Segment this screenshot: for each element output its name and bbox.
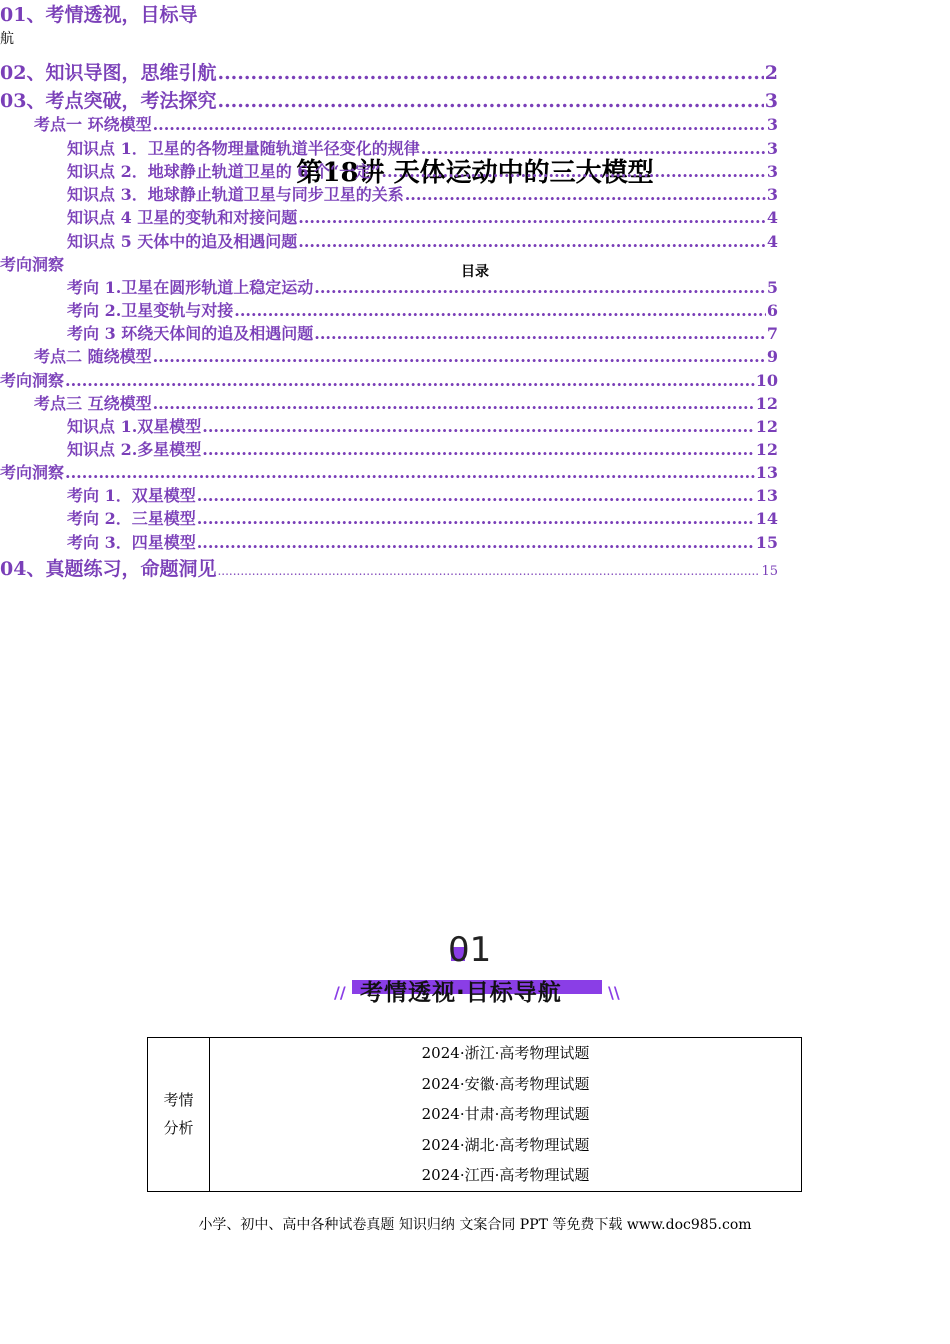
toc-page-number: 5 — [766, 278, 778, 297]
toc-entry[interactable] — [0, 252, 778, 275]
page-footer: 小学、初中、高中各种试卷真题 知识归纳 文案合同 PPT 等免费下载 www.doc985.com — [198, 1217, 752, 1233]
toc-leader-dots — [234, 301, 766, 320]
toc-entry-text: 考向 1.卫星在圆形轨道上稳定运动 — [67, 278, 314, 297]
toc-entry[interactable] — [67, 483, 778, 506]
toc-entry-text: 考向洞察 — [0, 463, 65, 482]
analysis-item: 2024·江西·高考物理试题 — [421, 1166, 590, 1185]
analysis-item: 2024·湖北·高考物理试题 — [421, 1135, 590, 1154]
toc-page-number: 4 — [766, 208, 778, 227]
toc-page-number: 3 — [766, 139, 778, 158]
toc-leader-dots — [197, 486, 755, 505]
toc-page-number: 15 — [755, 533, 778, 552]
toc-entry-text: 01、考情透视，目标导 — [0, 4, 198, 26]
toc-leader-dots — [217, 90, 763, 112]
toc-entry[interactable] — [67, 205, 778, 228]
toc-entry-text: 考向洞察 — [0, 255, 65, 274]
analysis-label-line2: 分析 — [163, 1119, 194, 1138]
section-banner — [0, 930, 950, 1010]
toc-entry[interactable] — [34, 112, 778, 135]
toc-leader-dots — [65, 463, 755, 482]
page-title: 第18讲 天体运动中的三大模型 — [296, 158, 654, 188]
section-title: 考情透视·目标导航 — [360, 980, 562, 1006]
toc-entry[interactable] — [67, 298, 778, 321]
toc-leader-dots — [314, 324, 766, 343]
toc-entry-text: 知识点 1．卫星的各物理量随轨道半径变化的规律 — [67, 139, 420, 158]
toc-leader-dots — [202, 417, 754, 436]
toc-entry-text: 考向 2.卫星变轨与对接 — [67, 301, 234, 320]
toc-leader-dots — [381, 162, 765, 181]
toc-entry-text: 考向 1．双星模型 — [67, 486, 196, 505]
toc-entry[interactable] — [67, 437, 778, 460]
toc-page-number: 12 — [755, 417, 778, 436]
toc-leader-dots — [405, 185, 766, 204]
toc-entry[interactable] — [0, 58, 778, 85]
toc-page-number: 7 — [766, 324, 778, 343]
toc-leader-dots — [65, 371, 755, 390]
analysis-item: 2024·浙江·高考物理试题 — [421, 1044, 590, 1062]
toc-page-number: 13 — [755, 486, 778, 505]
toc-entry-text: 考向 2．三星模型 — [67, 509, 196, 528]
toc-page-number: 12 — [755, 394, 778, 413]
toc-leader-dots — [153, 394, 755, 413]
analysis-label-cell — [148, 1038, 210, 1192]
toc-entry-text: 知识点 4 卫星的变轨和对接问题 — [67, 208, 298, 227]
analysis-label-line1: 考情 — [163, 1091, 194, 1110]
section-number: 01 — [448, 930, 492, 970]
toc-entry[interactable] — [67, 506, 778, 529]
slash-decoration-right: \\ — [608, 983, 620, 1002]
toc-page-number: 10 — [755, 371, 778, 390]
toc-entry-text: 02、知识导图，思维引航 — [0, 62, 217, 84]
toc-page-number: 9 — [766, 347, 778, 366]
toc-entry[interactable] — [0, 86, 778, 113]
toc-page-number: 14 — [755, 509, 778, 528]
toc-entry-text: 知识点 3．地球静止轨道卫星与同步卫星的关系 — [67, 185, 404, 204]
exam-analysis-table — [147, 1037, 802, 1192]
toc-leader-dots — [298, 208, 766, 227]
slash-decoration-left: // — [334, 983, 346, 1002]
toc-entry-text: 考点一 环绕模型 — [34, 115, 152, 134]
toc-entry[interactable] — [0, 28, 778, 48]
toc-entry[interactable] — [34, 344, 778, 367]
analysis-items-cell — [210, 1038, 802, 1192]
toc-page-number: 15 — [761, 564, 778, 579]
toc-leader-dots — [153, 347, 766, 366]
toc-leader-dots — [202, 440, 754, 459]
toc-entry-text: 知识点 5 天体中的追及相遇问题 — [67, 232, 298, 251]
toc-entry[interactable] — [67, 136, 778, 159]
toc-entry[interactable] — [67, 229, 778, 252]
toc-leader-dots — [421, 139, 766, 158]
toc-entry-text: 考向 3 环绕天体间的追及相遇问题 — [67, 324, 314, 343]
analysis-item: 2024·安徽·高考物理试题 — [421, 1074, 590, 1093]
toc-heading: 目录 — [461, 264, 489, 280]
toc-entry[interactable] — [67, 159, 778, 182]
toc-entry-text: 04、真题练习，命题洞见 — [0, 558, 217, 580]
toc-page-number: 3 — [766, 115, 778, 134]
toc-entry-text: 航 — [0, 31, 14, 47]
toc-entry[interactable] — [67, 182, 778, 205]
toc-page-number: 3 — [766, 162, 778, 181]
toc-entry-text: 考点三 互绕模型 — [34, 394, 152, 413]
toc-entry-text: 知识点 2.多星模型 — [67, 440, 202, 459]
toc-entry-text: 考点二 随绕模型 — [34, 347, 152, 366]
toc-entry[interactable] — [0, 460, 778, 483]
toc-entry-text: 03、考点突破，考法探究 — [0, 90, 217, 112]
toc-leader-dots — [197, 533, 755, 552]
toc-entry[interactable] — [34, 391, 778, 414]
toc-entry[interactable] — [67, 414, 778, 437]
toc-leader-dots — [153, 115, 766, 134]
toc-leader-dots — [298, 232, 766, 251]
toc-entry[interactable] — [67, 321, 778, 344]
toc-entry-text: 知识点 1.双星模型 — [67, 417, 202, 436]
toc-entry[interactable] — [0, 0, 778, 27]
toc-page-number: 4 — [766, 232, 778, 251]
toc-entry[interactable] — [67, 530, 778, 553]
toc-page-number: 3 — [764, 90, 778, 112]
toc-page-number: 13 — [755, 463, 778, 482]
toc-page-number: 12 — [755, 440, 778, 459]
toc-leader-dots — [314, 278, 766, 297]
toc-entry-text: 知识点 2．地球静止轨道卫星的 6 个“一定” — [67, 162, 381, 181]
toc-leader-dots — [217, 564, 760, 578]
toc-leader-dots — [197, 509, 755, 528]
toc-entry[interactable] — [0, 554, 778, 581]
toc-entry-text: 考向 3．四星模型 — [67, 533, 196, 552]
toc-page-number: 3 — [766, 185, 778, 204]
toc-entry[interactable] — [0, 368, 778, 391]
analysis-item: 2024·甘肃·高考物理试题 — [421, 1105, 590, 1124]
toc-leader-dots — [217, 62, 763, 84]
toc-entry-text: 考向洞察 — [0, 371, 65, 390]
toc-page-number: 6 — [766, 301, 778, 320]
toc-entry[interactable] — [67, 275, 778, 298]
toc-page-number: 2 — [764, 62, 778, 84]
